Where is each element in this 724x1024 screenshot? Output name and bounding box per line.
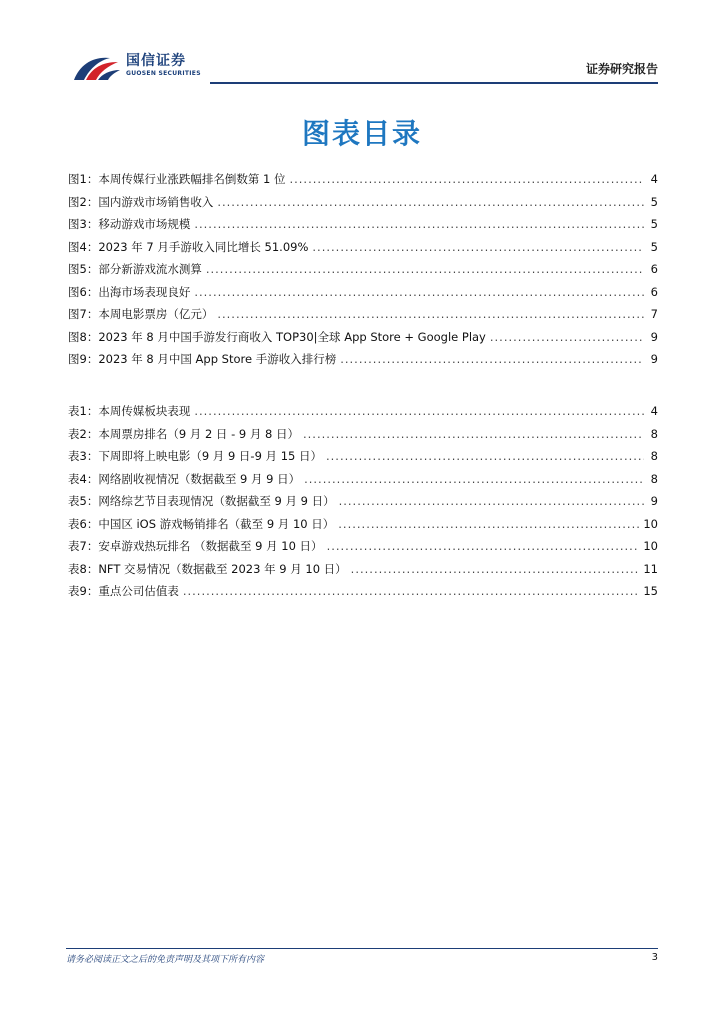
toc-figure-entry[interactable]	[68, 281, 658, 304]
toc-table-entry[interactable]	[68, 558, 658, 581]
toc-entry-label: 表7：	[68, 539, 99, 553]
toc-figure-entry[interactable]	[68, 236, 658, 259]
toc-figure-entry[interactable]	[68, 213, 658, 236]
toc-table-entry[interactable]	[68, 580, 658, 603]
toc-entry-page: 5	[650, 194, 658, 209]
toc-entry-title: 国内游戏市场销售收入	[98, 194, 214, 209]
toc-table-entry[interactable]	[68, 513, 658, 536]
toc-entry-title: 下周即将上映电影（9 月 9 日-9 月 15 日）	[98, 449, 322, 463]
toc-entry-page: 4	[650, 404, 658, 418]
toc-entry-label: 表4：	[68, 471, 99, 486]
guosen-logo-icon	[70, 50, 122, 84]
toc-dot-leader	[326, 445, 644, 468]
logo-text-en: GUOSEN SECURITIES	[126, 70, 201, 77]
toc-table-entry[interactable]	[68, 400, 658, 423]
toc-figure-entry[interactable]	[68, 168, 658, 191]
logo-text-cn: 国信证券	[126, 53, 186, 69]
toc-entry-title: NFT 交易情况（数据截至 2023 年 9 月 10 日）	[98, 561, 347, 576]
toc-entry-label: 表2：	[68, 426, 99, 441]
toc-dot-leader	[194, 213, 644, 236]
toc-dot-leader	[289, 168, 644, 191]
toc-entry-title: 网络剧收视情况（数据截至 9 月 9 日）	[98, 471, 301, 486]
toc-entry-label: 图5：	[68, 262, 99, 276]
toc-entry-title: 2023 年 8 月中国 App Store 手游收入排行榜	[98, 352, 337, 366]
toc-entry-title: 本周票房排名（9 月 2 日 - 9 月 8 日）	[98, 426, 299, 441]
toc-entry-title: 中国区 iOS 游戏畅销排名（截至 9 月 10 日）	[98, 516, 335, 531]
toc-entry-label: 表9：	[68, 584, 99, 598]
toc-figure-entry[interactable]	[68, 258, 658, 281]
toc-dot-leader	[303, 423, 644, 446]
page-header	[0, 0, 724, 90]
toc-entry-label: 图8：	[68, 329, 99, 344]
toc-entry-title: 网络综艺节目表现情况（数据截至 9 月 9 日）	[98, 494, 335, 508]
toc-entry-label: 图7：	[68, 307, 99, 321]
toc-dot-leader	[340, 348, 644, 371]
toc-table-entry[interactable]	[68, 423, 658, 446]
page-title: 图表目录	[301, 117, 422, 150]
toc-entry-page: 11	[643, 561, 658, 576]
toc-entry-label: 图6：	[68, 284, 99, 299]
toc-entry-label: 图2：	[68, 194, 99, 209]
toc-entry-label: 表1：	[68, 404, 99, 418]
toc-entry-title: 本周传媒板块表现	[98, 404, 191, 418]
toc-entry-page: 5	[650, 239, 658, 254]
figure-list	[68, 168, 658, 371]
toc-entry-label: 图3：	[68, 217, 99, 231]
table-list	[68, 400, 658, 603]
toc-dot-leader	[327, 535, 640, 558]
toc-dot-leader	[338, 513, 639, 536]
toc-entry-title: 本周传媒行业涨跌幅排名倒数第 1 位	[98, 172, 286, 186]
toc-table-entry[interactable]	[68, 445, 658, 468]
page-number: 3	[651, 952, 658, 963]
toc-dot-leader	[312, 236, 644, 259]
toc-entry-label: 表8：	[68, 561, 99, 576]
toc-entry-page: 10	[643, 516, 658, 531]
toc-entry-title: 2023 年 7 月手游收入同比增长 51.09%	[98, 239, 309, 254]
toc-entry-label: 表5：	[68, 494, 99, 508]
toc-entry-title: 移动游戏市场规模	[98, 217, 191, 231]
toc-dot-leader	[490, 326, 644, 349]
toc-dot-leader	[206, 258, 644, 281]
report-type-label: 证券研究报告	[585, 62, 658, 76]
toc-entry-label: 图9：	[68, 352, 99, 366]
toc-dot-leader	[339, 490, 644, 513]
toc-entry-page: 15	[643, 584, 658, 598]
toc-figure-entry[interactable]	[68, 326, 658, 349]
toc-entry-title: 本周电影票房（亿元）	[98, 307, 214, 321]
toc-entry-page: 5	[650, 217, 658, 231]
toc-entry-title: 2023 年 8 月中国手游发行商收入 TOP30|全球 App Store + Google Play	[98, 329, 486, 344]
toc-entry-title: 重点公司估值表	[98, 584, 179, 598]
toc-entry-page: 8	[650, 449, 658, 463]
toc-table-entry[interactable]	[68, 535, 658, 558]
toc-entry-page: 9	[650, 352, 658, 366]
toc-entry-title: 出海市场表现良好	[98, 284, 191, 299]
toc-entry-page: 9	[650, 494, 658, 508]
toc-entry-label: 表6：	[68, 516, 99, 531]
toc-dot-leader	[304, 468, 644, 491]
toc-dot-leader	[194, 400, 644, 423]
toc-entry-title: 部分新游戏流水测算	[98, 262, 202, 276]
toc-dot-leader	[217, 191, 644, 214]
toc-entry-title: 安卓游戏热玩排名 （数据截至 9 月 10 日）	[98, 539, 323, 553]
toc-entry-page: 9	[650, 329, 658, 344]
toc-entry-label: 图1：	[68, 172, 99, 186]
toc-figure-entry[interactable]	[68, 348, 658, 371]
toc-entry-page: 4	[650, 172, 658, 186]
toc-entry-label: 表3：	[68, 449, 99, 463]
footer-divider	[66, 948, 658, 949]
toc-entry-page: 8	[650, 471, 658, 486]
toc-table-entry[interactable]	[68, 468, 658, 491]
toc-entry-page: 8	[650, 426, 658, 441]
header-divider	[210, 82, 658, 84]
toc-dot-leader	[194, 281, 644, 304]
company-logo	[70, 50, 200, 84]
toc-table-entry[interactable]	[68, 490, 658, 513]
toc-entry-page: 6	[650, 284, 658, 299]
toc-dot-leader	[351, 558, 640, 581]
toc-dot-leader	[217, 303, 644, 326]
toc-entry-label: 图4：	[68, 239, 99, 254]
toc-entry-page: 10	[643, 539, 658, 553]
toc-entry-page: 7	[650, 307, 658, 321]
toc-dot-leader	[183, 580, 640, 603]
toc-figure-entry[interactable]	[68, 191, 658, 214]
toc-entry-page: 6	[650, 262, 658, 276]
toc-figure-entry[interactable]	[68, 303, 658, 326]
disclaimer-note: 请务必阅读正文之后的免责声明及其项下所有内容	[66, 955, 265, 965]
